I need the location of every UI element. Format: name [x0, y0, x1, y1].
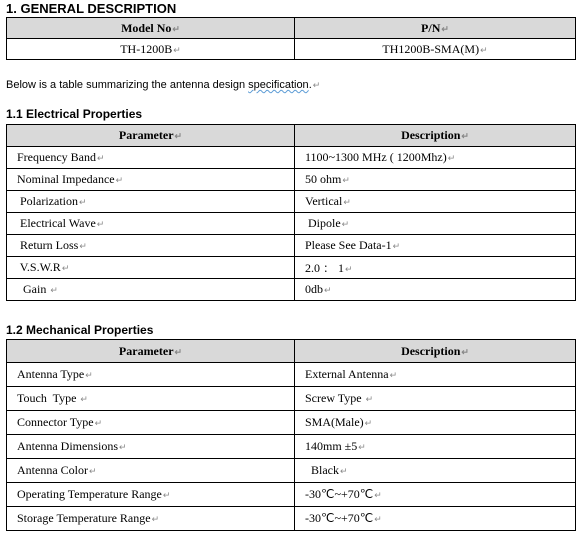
table-row — [7, 363, 576, 387]
description-cell: Please See Data-1↵ — [295, 235, 576, 257]
general-description-table — [6, 17, 576, 60]
parameter-cell: Polarization↵ — [7, 191, 295, 213]
section-title-general-description: 1. GENERAL DESCRIPTION — [6, 1, 177, 16]
description-cell: -30℃~+70℃↵ — [295, 483, 576, 507]
parameter-cell: Antenna Color↵ — [7, 459, 295, 483]
description-cell: -30℃~+70℃↵ — [295, 507, 576, 531]
model-number-value: TH-1200B↵ — [7, 39, 295, 60]
header-parameter: Parameter↵ — [7, 125, 295, 147]
table-row — [7, 191, 576, 213]
header-description: Description↵ — [295, 340, 576, 363]
parameter-cell: Frequency Band↵ — [7, 147, 295, 169]
table-row — [7, 235, 576, 257]
description-cell: 0db↵ — [295, 279, 576, 301]
description-cell: 1100~1300 MHz ( 1200Mhz)↵ — [295, 147, 576, 169]
table-header-row — [7, 18, 576, 39]
table-row — [7, 169, 576, 191]
description-cell: 2.0 ： 1↵ — [295, 257, 576, 279]
parameter-cell: Connector Type↵ — [7, 411, 295, 435]
description-cell: Black↵ — [295, 459, 576, 483]
table-row — [7, 483, 576, 507]
description-cell: External Antenna↵ — [295, 363, 576, 387]
table-row — [7, 411, 576, 435]
part-number-value: TH1200B-SMA(M)↵ — [295, 39, 576, 60]
header-parameter: Parameter↵ — [7, 340, 295, 363]
parameter-cell: Antenna Type↵ — [7, 363, 295, 387]
table-row — [7, 39, 576, 60]
description-cell: Vertical↵ — [295, 191, 576, 213]
table-row — [7, 147, 576, 169]
electrical-properties-table — [6, 124, 576, 301]
parameter-cell: Antenna Dimensions↵ — [7, 435, 295, 459]
description-cell: 50 ohm↵ — [295, 169, 576, 191]
description-cell: Screw Type ↵ — [295, 387, 576, 411]
parameter-cell: V.S.W.R↵ — [7, 257, 295, 279]
table-header-row — [7, 125, 576, 147]
description-cell: Dipole↵ — [295, 213, 576, 235]
table-row — [7, 387, 576, 411]
table-row — [7, 459, 576, 483]
parameter-cell: Nominal Impedance↵ — [7, 169, 295, 191]
table-row — [7, 279, 576, 301]
mechanical-properties-table — [6, 339, 576, 531]
header-description: Description↵ — [295, 125, 576, 147]
intro-paragraph: Below is a table summarizing the antenna design specification.↵ — [6, 79, 321, 91]
parameter-cell: Operating Temperature Range↵ — [7, 483, 295, 507]
table-row — [7, 257, 576, 279]
header-part-number: P/N↵ — [295, 18, 576, 39]
description-cell: 140mm ±5↵ — [295, 435, 576, 459]
section-title-mechanical-properties: 1.2 Mechanical Properties — [6, 323, 154, 337]
spellcheck-underlined-word: specification — [248, 79, 309, 91]
table-row — [7, 435, 576, 459]
parameter-cell: Electrical Wave↵ — [7, 213, 295, 235]
parameter-cell: Touch Type ↵ — [7, 387, 295, 411]
section-title-electrical-properties: 1.1 Electrical Properties — [6, 107, 143, 121]
parameter-cell: Gain ↵ — [7, 279, 295, 301]
table-row — [7, 507, 576, 531]
table-header-row — [7, 340, 576, 363]
parameter-cell: Return Loss↵ — [7, 235, 295, 257]
description-cell: SMA(Male)↵ — [295, 411, 576, 435]
parameter-cell: Storage Temperature Range↵ — [7, 507, 295, 531]
header-model-no: Model No↵ — [7, 18, 295, 39]
table-row — [7, 213, 576, 235]
